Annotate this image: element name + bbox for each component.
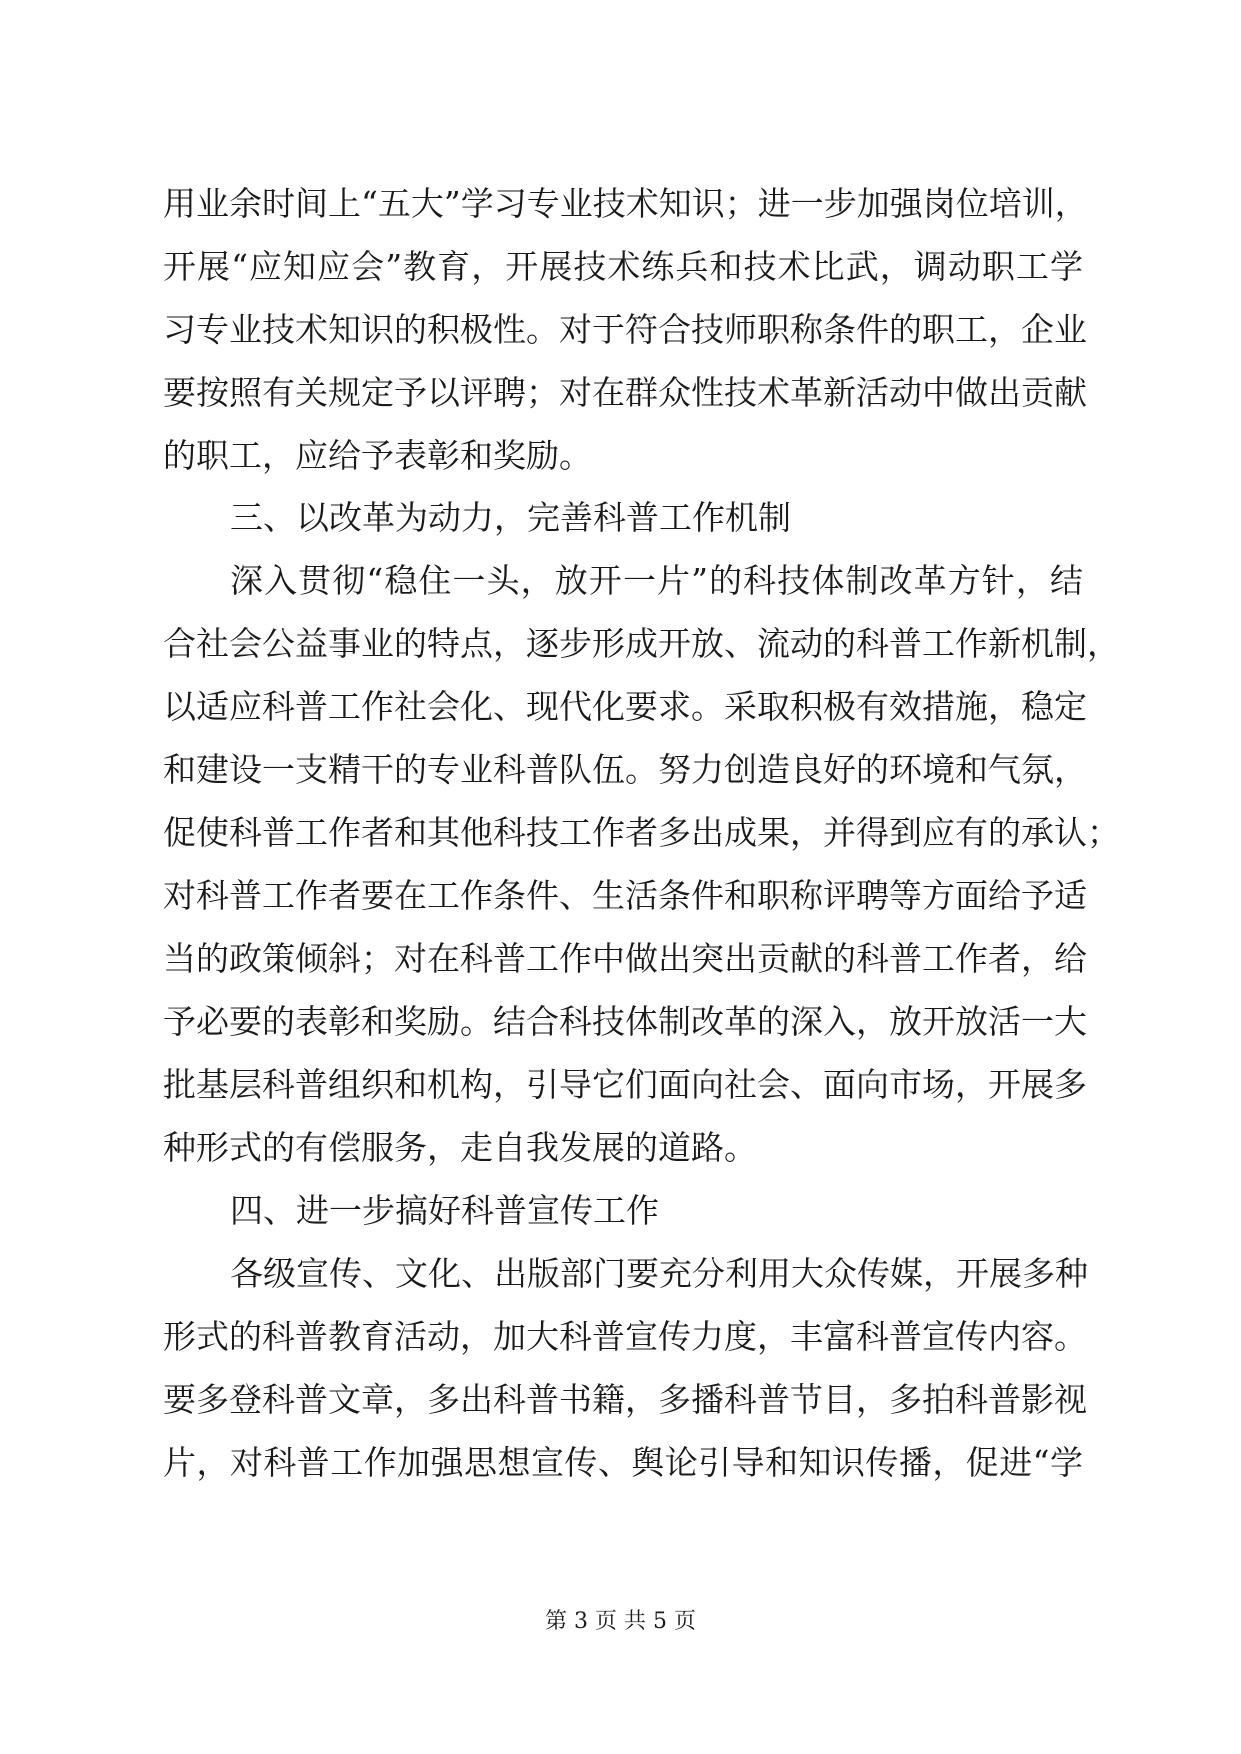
body-text-line: 用业余时间上“五大”学习专业技术知识；进一步加强岗位培训， [163,184,1088,223]
body-text-line: 种形式的有偿服务，走自我发展的道路。 [163,1128,757,1167]
body-text-line: 各级宣传、文化、出版部门要充分利用大众传媒，开展多种 [230,1254,1088,1293]
section-heading-4: 四、进一步搞好科普宣传工作 [230,1191,659,1230]
page-number-footer: 第 3 页 共 5 页 [545,1609,696,1634]
body-text-line: 的职工，应给予表彰和奖励。 [163,436,592,475]
body-text-line: 要按照有关规定予以评聘；对在群众性技术革新活动中做出贡献 [163,373,1087,412]
body-text-line: 开展“应知应会”教育，开展技术练兵和技术比武，调动职工学 [163,247,1083,286]
section-heading-3: 三、以改革为动力，完善科普工作机制 [230,498,791,537]
body-text-line: 形式的科普教育活动，加大科普宣传力度，丰富科普宣传内容。 [163,1317,1087,1356]
body-text-line: 片，对科普工作加强思想宣传、舆论引导和知识传播，促进“学 [163,1443,1083,1482]
body-text-line: 和建设一支精干的专业科普队伍。努力创造良好的环境和气氛， [163,750,1087,789]
body-text-line: 对科普工作者要在工作条件、生活条件和职称评聘等方面给予适 [163,876,1087,915]
body-text-line: 促使科普工作者和其他科技工作者多出成果，并得到应有的承认； [163,813,1120,852]
body-text-line: 要多登科普文章，多出科普书籍，多播科普节目，多拍科普影视 [163,1380,1087,1419]
body-text-line: 合社会公益事业的特点，逐步形成开放、流动的科普工作新机制， [163,624,1120,663]
body-text-line: 以适应科普工作社会化、现代化要求。采取积极有效措施，稳定 [163,687,1087,726]
body-text-line: 批基层科普组织和机构，引导它们面向社会、面向市场，开展多 [163,1065,1087,1104]
body-text-line: 予必要的表彰和奖励。结合科技体制改革的深入，放开放活一大 [163,1002,1087,1041]
body-text-line: 当的政策倾斜；对在科普工作中做出突出贡献的科普工作者，给 [163,939,1087,978]
body-text-line: 习专业技术知识的积极性。对于符合技师职称条件的职工，企业 [163,310,1087,349]
body-text-line: 深入贯彻“稳住一头，放开一片”的科技体制改革方针，结 [230,561,1083,600]
